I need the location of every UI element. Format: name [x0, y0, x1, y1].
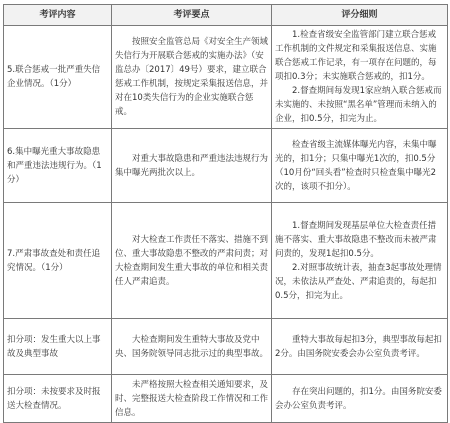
rule-item: 2.督查期间每发现1家应纳入联合惩戒而未实施的、未按照“黑名单”管理而未纳入的企业，扣0.5分，扣完为止。: [275, 86, 442, 124]
header-content: 考评内容: [4, 5, 112, 26]
rule-item: 存在突出问题的，扣1分。由国务院安委会办公室负责考评。: [275, 386, 442, 411]
table-row: [4, 375, 448, 423]
row-rules: [272, 375, 448, 423]
row-points: 未严格按照大检查相关通知要求，及时、完整报送大检查阶段工作情况和工作信息。: [112, 375, 272, 423]
rule-item: 2.对照事故统计表，抽查3起事故处理情况，未依法从严查处、严肃追责的，每起扣0.5分，扣完为止。: [275, 262, 442, 301]
scoring-table-container: [3, 4, 447, 418]
header-points: 考评要点: [112, 5, 272, 26]
rule-item: 检查省级主流媒体曝光内容，未集中曝光的，扣1分；只集中曝光1次的，扣0.5分（10月份“回头看”检查时只检查集中曝光2次的，该项不扣分）。: [275, 139, 437, 192]
header-rules: 评分细则: [272, 5, 448, 26]
row-points: 大检查期间发生重特大事故及党中央、国务院领导同志批示过的典型事故。: [112, 319, 272, 375]
scoring-table: [3, 4, 448, 423]
table-row: [4, 26, 448, 129]
rule-item: 1.督查期间发现基层单位大检查责任措施不落实、重大事故隐患不整改而未被严肃问责的，发现1起扣0.5分。: [275, 220, 437, 259]
rule-item: 1.检查省级安全监管部门建立联合惩戒工作机制的文件规定和采集报送信息、实施联合惩戒工作记录，有一项存在问题的，每项扣0.3分；未实施联合惩戒的，扣1分。: [275, 30, 437, 82]
row-points: 按照安全监管总局《对安全生产领域失信行为开展联合惩戒的实施办法》（安监总办〔2017〕49号）要求，建立联合惩戒工作机制，按规定采集报送信息，并对在10类失信行为的企业实施联合惩戒。: [112, 26, 272, 129]
row-content: 扣分项：未按要求及时报送大检查情况。: [4, 375, 112, 423]
row-rules: [272, 129, 448, 203]
table-header-row: [4, 5, 448, 26]
rule-item: 重特大事故每起扣3分，典型事故每起扣2分。由国务院安委会办公室负责考评。: [275, 334, 442, 359]
table-row: [4, 129, 448, 203]
row-rules: [272, 203, 448, 319]
row-content: 扣分项：发生重大以上事故及典型事故: [4, 319, 112, 375]
row-points: 对大检查工作责任不落实、措施不到位、重大事故隐患不整改的严肃问责；对大检查期间发生重大事故的单位和相关责任人严肃追责。: [112, 203, 272, 319]
row-content: 5.联合惩戒一批严重失信企业情况。（1分）: [4, 26, 112, 129]
row-rules: [272, 319, 448, 375]
row-rules: [272, 26, 448, 129]
row-content: 6.集中曝光重大事故隐患和严重违法违规行为。（1分）: [4, 129, 112, 203]
row-content: 7.严肃事故查处和责任追究情况。（1分）: [4, 203, 112, 319]
table-row: [4, 203, 448, 319]
row-points: 对重大事故隐患和严重违法违规行为集中曝光两批次以上。: [112, 129, 272, 203]
table-row: [4, 319, 448, 375]
